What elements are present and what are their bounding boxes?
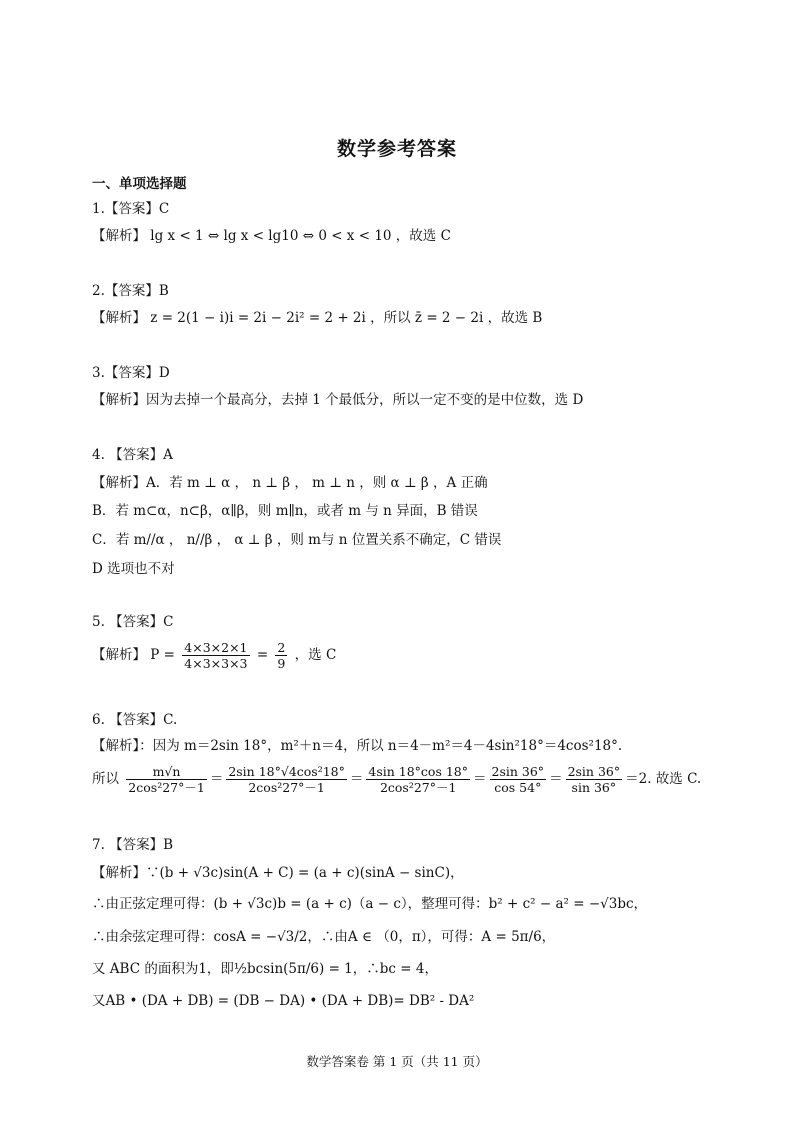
q6-answer: 6. 【答案】C.	[92, 712, 178, 728]
q5-frac2-numerator: 2	[277, 640, 286, 655]
q6-fraction-4	[490, 764, 547, 795]
section-heading: 一、单项选择题	[92, 176, 187, 192]
q6-f1-numerator: m√n	[126, 764, 207, 780]
q1-answer: 1.【答案】C	[92, 201, 170, 217]
q5-fraction-1	[182, 640, 249, 671]
q7-analysis-line5: 又AB • (DA + DB) = (DB − DA) • (DA + DB)= DB² - DA²	[92, 993, 475, 1009]
q5-equals: =	[256, 647, 269, 663]
q6-f3-numerator: 4sin 18°cos 18°	[368, 764, 469, 779]
q6-fraction-2	[226, 764, 347, 795]
q5-answer: 5. 【答案】C	[92, 614, 174, 630]
q4-analysis-line2: B．若 m⊂α，n⊂β，α∥β，则 m∥n，或者 m 与 n 异面，B 错误	[92, 503, 478, 519]
q6-f4-denominator: cos 54°	[494, 780, 542, 795]
q6-f5-denominator: sin 36°	[571, 780, 617, 795]
q6-prefix: 所以	[92, 771, 119, 787]
q6-f1-denominator: 2cos²27°－1	[128, 780, 205, 795]
q4-analysis-line1: 【解析】A．若 m ⊥ α ， n ⊥ β ， m ⊥ n ，则 α ⊥ β ，A 正确	[92, 475, 488, 491]
q5-frac1-denominator: 4×3×3×3	[184, 656, 248, 671]
q6-f3-denominator: 2cos²27°－1	[379, 780, 457, 795]
q6-fraction-1	[126, 764, 207, 795]
q5-frac2-denominator: 9	[277, 656, 286, 671]
q4-analysis-line3: C．若 m//α ， n//β ， α ⊥ β ，则 m与 n 位置关系不确定，C 错误	[92, 532, 502, 548]
q7-analysis-line1: 【解析】∵(b + √3c)sin(A + C) = (a + c)(sinA − sinC)，	[92, 865, 464, 881]
q5-analysis	[92, 640, 336, 671]
q7-answer: 7. 【答案】B	[92, 837, 174, 853]
q5-prefix: 【解析】 P =	[92, 647, 175, 663]
q3-analysis: 【解析】因为去掉一个最高分，去掉 1 个最低分，所以一定不变的是中位数，选 D	[92, 392, 584, 408]
q5-suffix: ，选 C	[294, 647, 337, 663]
q4-answer: 4. 【答案】A	[92, 447, 173, 463]
q6-analysis: 【解析】：因为 m＝2sin 18°，m²＋n＝4，所以 n＝4－m²＝4－4sin²18°＝4cos²18°.	[92, 738, 623, 754]
q2-analysis: 【解析】 z = 2(1 − i)i = 2i − 2i² = 2 + 2i ，所以 z̄ = 2 − 2i ，故选 B	[92, 310, 543, 326]
page-title: 数学参考答案	[336, 138, 457, 160]
q6-derivation: 所以 $\frac{m√n}{\text{2cos²27°－1}}$ ＝ $\frac{\text{2sin 18°√4cos²18°}}{\text{2cos²27°－1}}$ ＝ $\frac{4\sin 18^\circ\cos 18^\circ}{\text{2cos²27°－1}}$ ＝ $\frac{2\sin 36^\circ}{\cos 54^\circ}$ ＝ $\frac{2\sin 36^\circ}{\sin 36^\circ}$ ＝2. 故选 C.	[92, 764, 702, 795]
q7-analysis-line2: ∴由正弦定理可得：(b + √3c)b = (a + c)（a − c），整理可得：b² + c² − a² = −√3bc，	[92, 896, 648, 912]
q3-answer: 3.【答案】D	[92, 365, 170, 381]
q6-f4-numerator: 2sin 36°	[491, 764, 545, 779]
q6-fraction-5	[566, 764, 623, 795]
q6-f5-numerator: 2sin 36°	[567, 764, 621, 779]
q5-fraction-2	[275, 640, 287, 671]
q7-analysis-line3: ∴由余弦定理可得：cosA = −√3/2，∴由A ∈ （0，π），可得：A = 5π/6，	[92, 929, 556, 945]
q6-f2-numerator: 2sin 18°√4cos²18°	[228, 764, 345, 779]
q5-frac1-numerator: 4×3×2×1	[184, 640, 248, 655]
q2-answer: 2.【答案】B	[92, 283, 169, 299]
q7-analysis-line4: 又 ABC 的面积为1，即½bcsin(5π/6) = 1，∴bc = 4，	[92, 961, 438, 977]
q4-analysis-line4: D 选项也不对	[92, 561, 175, 577]
q6-fraction-3	[366, 764, 470, 795]
q6-tail: ＝2. 故选 C.	[625, 771, 702, 787]
q6-f2-denominator: 2cos²27°－1	[248, 780, 325, 795]
page-footer: 数学答案卷 第 1 页（共 11 页）	[306, 1054, 488, 1069]
q1-analysis: 【解析】 lg x < 1 ⇔ lg x < lg10 ⇔ 0 < x < 10 ，故选 C	[92, 228, 451, 244]
